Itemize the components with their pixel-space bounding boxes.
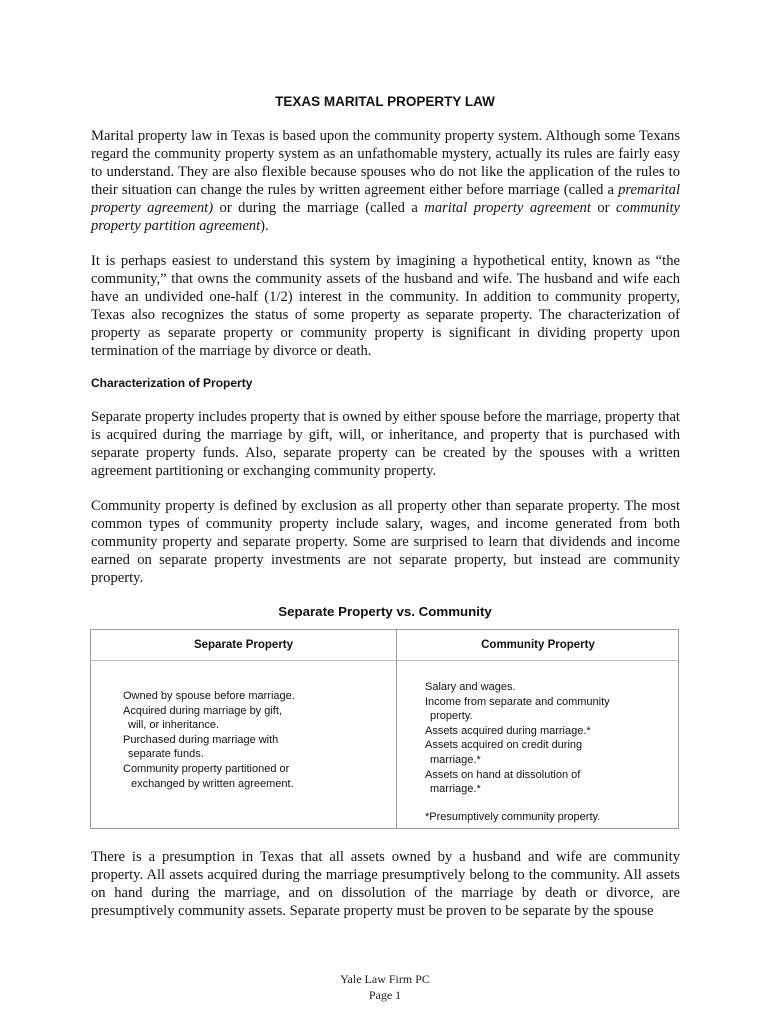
- document-title: TEXAS MARITAL PROPERTY LAW: [275, 94, 495, 109]
- list-item: Purchased during marriage with separate funds.: [123, 733, 279, 761]
- comparison-table: [90, 629, 679, 829]
- intro-em-marital: marital property agreement: [424, 200, 591, 216]
- community-property-list: [425, 680, 670, 797]
- list-item: Community property partitioned or exchanged by written agreement.: [123, 762, 294, 790]
- intro-text-c: or: [590, 200, 616, 216]
- list-item: Salary and wages.: [425, 681, 516, 693]
- table-header-separate: Separate Property: [193, 639, 294, 651]
- intro-text-a: Marital property law in Texas is based upon the community property system. Although some Texans regard the community property system as an unfathomable mystery, actually its rules are fairly easy to understand. They are also flexible because spouses who do not like the application of the rules to their situation can change the rules by written agreement either before marriage (called a: [91, 128, 680, 198]
- separate-property-list: [123, 689, 383, 791]
- intro-em-premarital: premarital property agreement): [91, 182, 680, 216]
- paragraph-presumption: There is a presumption in Texas that all assets owned by a husband and wife are community property. All assets acquired during the marriage presumptively belong to the community. All assets on hand during the marriage, and on dissolution of the marriage by death or divorce, are presumptively community assets. Separate property must be proven to be separate by the spouse: [91, 849, 680, 919]
- list-item: Owned by spouse before marriage.: [123, 690, 295, 702]
- paragraph-intro: [91, 127, 680, 235]
- section-heading: Characterization of Property: [91, 376, 253, 390]
- intro-text-b: or during the marriage (called a: [213, 200, 425, 216]
- presumption-note: *Presumptively community property.: [425, 811, 601, 823]
- table-title: Separate Property vs. Community: [278, 604, 492, 619]
- intro-text-d: ).: [260, 218, 269, 234]
- paragraph-community-entity: It is perhaps easiest to understand this system by imagining a hypothetical entity, known as “the community,” that owns the community assets of the husband and wife. The husband and wife each have an undivided one-half (1/2) interest in the community. In addition to community property, Texas also recognizes the status of some property as separate property. The characterization of property as separate property or community property is significant in dividing property upon termination of the marriage by divorce or death.: [91, 253, 680, 359]
- table-header-divider: [91, 660, 678, 661]
- list-item: Assets on hand at dissolution of marriage.*: [425, 768, 581, 796]
- intro-em-partition: community property partition agreement: [91, 200, 680, 234]
- paragraph-separate-property: Separate property includes property that is owned by either spouse before the marriage, property that is acquired during the marriage by gift, will, or inheritance, and property that is purchased with separate property funds. Also, separate property can be created by the spouses with a written agreement partitioning or exchanging community property.: [91, 409, 680, 479]
- list-item: Acquired during marriage by gift, will, or inheritance.: [123, 704, 282, 732]
- list-item: Assets acquired during marriage.*: [425, 724, 591, 737]
- footer-page-number: Page 1: [368, 988, 402, 1002]
- paragraph-community-property: Community property is defined by exclusion as all property other than separate property. The most common types of community property include salary, wages, and income generated from both community property and separate property. Some are surprised to learn that dividends and income earned on separate property investments are not separate property, but instead are community property.: [91, 498, 680, 586]
- list-item: Assets acquired on credit during marriage.*: [425, 739, 583, 766]
- footer-firm-name: Yale Law Firm PC: [340, 972, 430, 986]
- table-header-community: Community Property: [481, 639, 595, 651]
- list-item: Income from separate and community property.: [425, 695, 610, 723]
